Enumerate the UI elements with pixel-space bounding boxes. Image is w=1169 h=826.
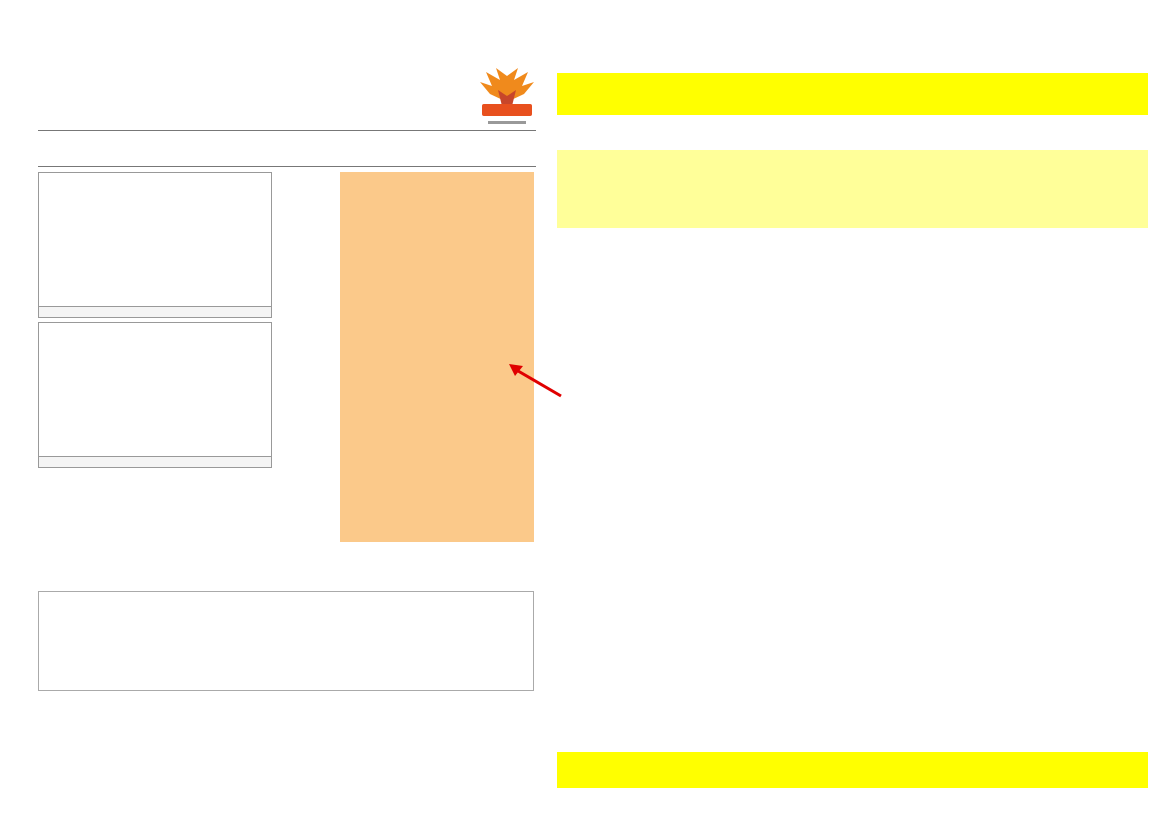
reverse-sheet[interactable] <box>38 322 272 468</box>
forward-sheet[interactable] <box>38 172 272 318</box>
lane-legend <box>276 180 338 212</box>
pointer-arrow <box>505 360 565 400</box>
lane-strategy-banner <box>557 150 1148 228</box>
reverse-sheet-tabs[interactable] <box>39 456 271 467</box>
stats-bottom-rule <box>38 166 536 167</box>
stats-top-rule <box>38 130 536 131</box>
pattern-stats <box>38 132 536 166</box>
difficulty-banner <box>557 73 1148 115</box>
lane-graph <box>340 172 534 542</box>
detox-banner <box>557 752 1148 788</box>
forward-sheet-tabs[interactable] <box>39 306 271 317</box>
lane-distance-scale <box>516 172 534 542</box>
oil-distribution-chart <box>38 591 534 691</box>
kegel-logo <box>476 66 538 132</box>
